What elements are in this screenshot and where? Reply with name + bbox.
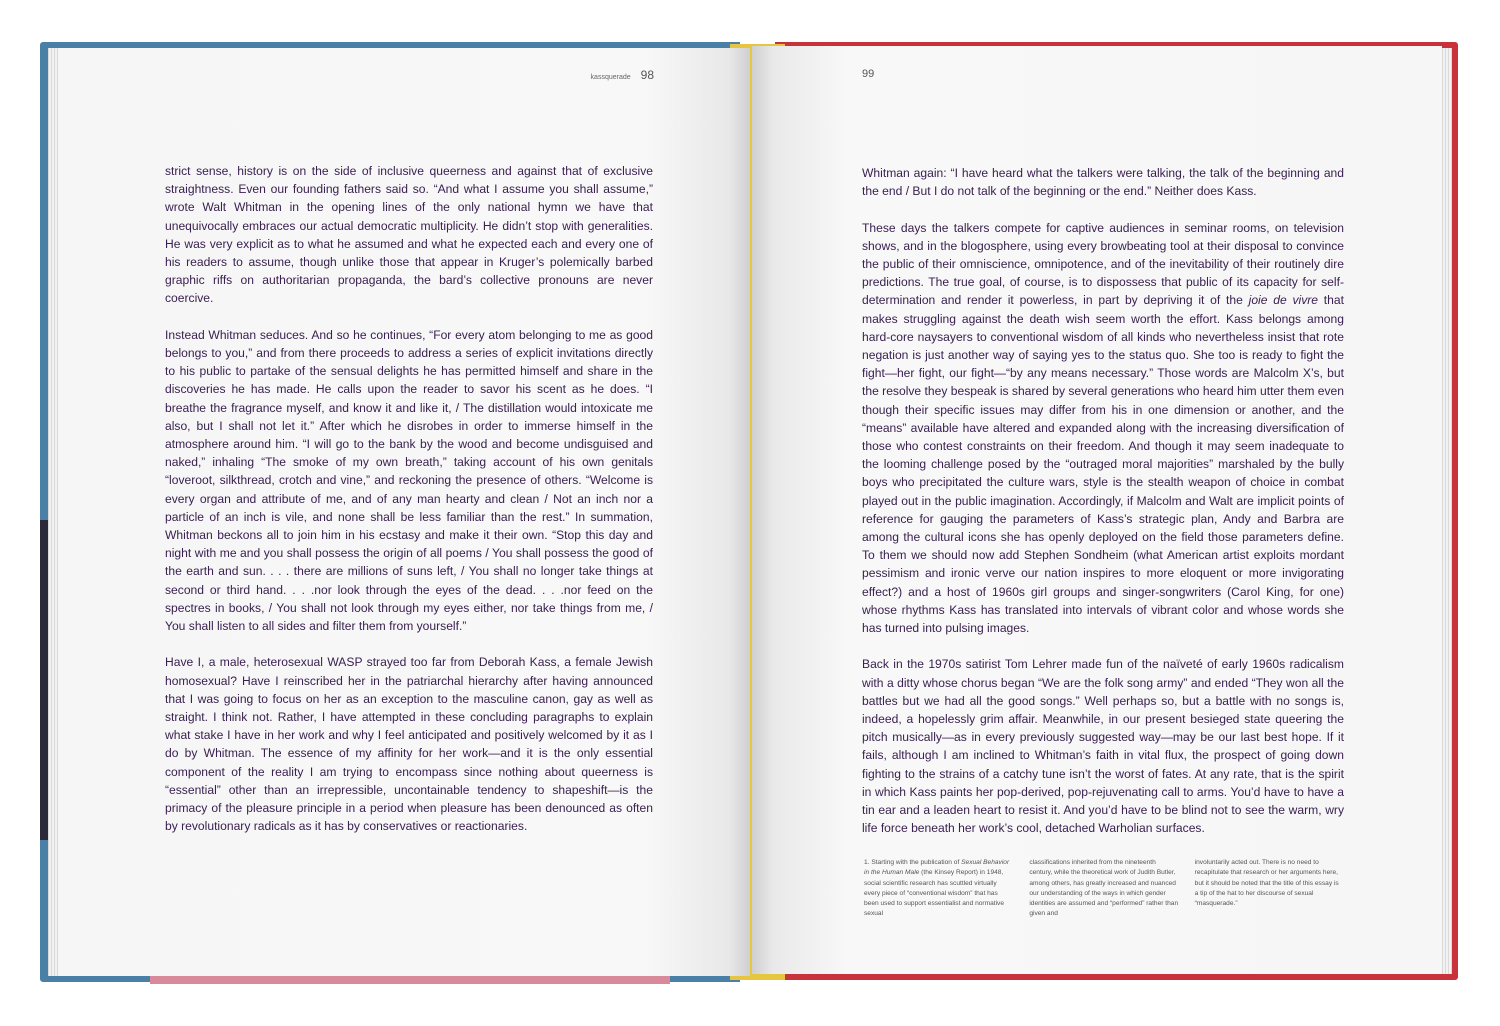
paragraph <box>862 219 1344 638</box>
right-page-number: 99 <box>862 68 875 80</box>
left-page-body <box>165 162 653 854</box>
left-page-number: 98 <box>640 68 654 82</box>
footnote-italic: Sexual Behavior in the Human Male <box>864 859 1010 877</box>
left-page-header <box>591 68 654 82</box>
footnote-column <box>864 858 1013 920</box>
footnote-column: involuntarily acted out. There is no need to recapitulate that research or her arguments here, but it should be noted that the title of this essay is a tip of the hat to her discourse of sexual “masquerade.” <box>1194 859 1339 908</box>
paragraph: Back in the 1970s satirist Tom Lehrer made fun of the naïveté of early 1960s radicalism with a ditty whose chorus began “We are the folk song army” and ended “They won all the battles but we had all the good songs.” Well perhaps so, but a battle with no songs is, indeed, a hopelessly grim affair. Meanwhile, in our present besieged state queering the pitch musically—as in every previously suggested way—may be our last best hope. If it fails, although I am inclined to Whitman’s faith in vital flux, the prospect of going down fighting to the strains of a catchy tune isn’t the worst of fates. At any rate, that is the spirit in which Kass paints her pop-derived, pop-rejuvenating call to arms. You’d have to have a tin ear and a leaden heart to resist it. And you’d have to be blind not to see the warm, wry life force beneath her work’s cool, detached Warholian surfaces. <box>862 657 1344 836</box>
footnotes <box>864 858 1344 920</box>
paragraph: Have I, a male, heterosexual WASP strayed too far from Deborah Kass, a female Jewish homosexual? Have I reinscribed her in the patriarchal hierarchy after having announced that I was going to focus on her as an exception to the masculine canon, gay as well as straight. I think not. Rather, I have attempted in these concluding paragraphs to explain what stake I have in her work and why I feel anticipated and positively welcomed by it as I do by Whitman. The essence of my affinity for her work—and it is the only essential component of the reality I am trying to encompass since nothing about queerness is “essential” other than an irrepressible, uncontainable tendency to shapeshift—is the primacy of the pleasure principle in a period when pleasure has been denounced as often by revolutionary radicals as it has by conservatives or reactionaries. <box>165 655 653 834</box>
paragraph-text: These days the talkers compete for captive audiences in seminar rooms, on television shows, and in the blogosphere, using every browbeating tool at their disposal to convince the public of their omniscience, omnipotence, and of the inevitability of their routinely dire predictions. The true goal, of course, is to dispossess that public of its capacity for self-determination and render it powerless, in part by depriving it of the <box>862 220 1344 308</box>
running-head: kassquerade <box>590 74 631 81</box>
paragraph-text: that makes struggling against the death wish seem worth the effort. Kass belongs among hard-core naysayers to conventional wisdom of all kinds who nevertheless insist that rote negation is just another way of saying yes to the status quo. She too is ready to fight the fight—her fight, our fight—“by any means necessary.” Those words are Malcolm X’s, but the resolve they bespeak is shared by several generations who heard him utter them even though their specific issues may differ from his in one dimension or another, and the “means” available have altered and expanded along with the increasing diversification of those who contest constraints on their freedom. And though it may seem inadequate to the looming challenge posed by the “outraged moral majorities” marshaled by the bully boys who precipitated the culture wars, style is the stealth weapon of choice in combat played out in the public imagination. Accordingly, if Malcolm and Walt are implicit points of reference for gauging the parameters of Kass’s strategic plan, Andy and Barbra are among the cultural icons she has openly deployed on the field those parameters define. To them we should now add Stephen Sondheim (what American artist exploits mordant pessimism and ironic verve our nation inspires to more eloquent or more invigorating effect?) and a host of 1960s girl groups and singer-songwriters (Carol King, for one) whose rhythms Kass has translated into intervals of vibrant color and whose words she has turned into pulsing images. <box>862 293 1345 636</box>
italic-phrase: joie de vivre <box>1248 293 1319 308</box>
paragraph: Whitman again: “I have heard what the talkers were talking, the talk of the beginning and the end / But I do not talk of the beginning or the end.” Neither does Kass. <box>862 166 1344 199</box>
footnote-column: classifications inherited from the nineteenth century, while the theoretical work of Judith Butler, among others, has greatly increased and nuanced our understanding of the ways in which gender identities are assumed and “performed” rather than given and <box>1029 859 1179 918</box>
right-page-body <box>862 164 1344 856</box>
footnote-text: (the Kinsey Report) in 1948, social scientific research has scuttled virtually every piece of “conventional wisdom” that has been used to support essentialist and normative sexual <box>864 869 1005 918</box>
right-page <box>752 46 1442 974</box>
paragraph: strict sense, history is on the side of inclusive queerness and against that of exclusive straightness. Even our founding fathers said so. “And what I assume you shall assume,” wrote Walt Whitman in the opening lines of the only national hymn we have that unequivocally embraces our actual democratic multiplicity. He didn’t stop with generalities. He was very explicit as to what he assumed and what he expected each and every one of his readers to assume, though unlike those that appear in Kruger’s polemically barbed graphic riffs on authoritarian propaganda, the bard’s collective pronouns are never coercive. <box>165 164 653 306</box>
paragraph: Instead Whitman seduces. And so he continues, “For every atom belonging to me as good belongs to you,” and from there proceeds to address a series of explicit invitations directly to his public to partake of the sensual delights he has permitted himself and share in the discoveries he has made. He calls upon the reader to savor his scent as he does. “I breathe the fragrance myself, and know it and like it, / The distillation would intoxicate me also, but I shall not let it.” After which he disrobes in order to immerse himself in the atmosphere around him. “I will go to the bank by the wood and become undisguised and naked,” inhaling “The smoke of my own breath,” taking account of his own genitals “loveroot, silkthread, crotch and vine,” and reckoning the presence of others. “Welcome is every organ and attribute of me, and of any man hearty and clean / Not an inch nor a particle of an inch is vile, and none shall be less familiar than the rest.” In summation, Whitman beckons all to join him in his ecstasy and make it their own. “Stop this day and night with me and you shall possess the origin of all poems / You shall possess the good of the earth and sun. . . . there are millions of suns left, / You shall no longer take things at second or third hand. . . .nor look through the eyes of the dead. . . .nor feed on the spectres in books, / You shall not look through my eyes either, nor take things from me, / You shall listen to all sides and filter them from yourself.” <box>165 327 653 634</box>
footnote-text: 1. Starting with the publication of <box>864 859 962 866</box>
left-page <box>58 48 750 976</box>
